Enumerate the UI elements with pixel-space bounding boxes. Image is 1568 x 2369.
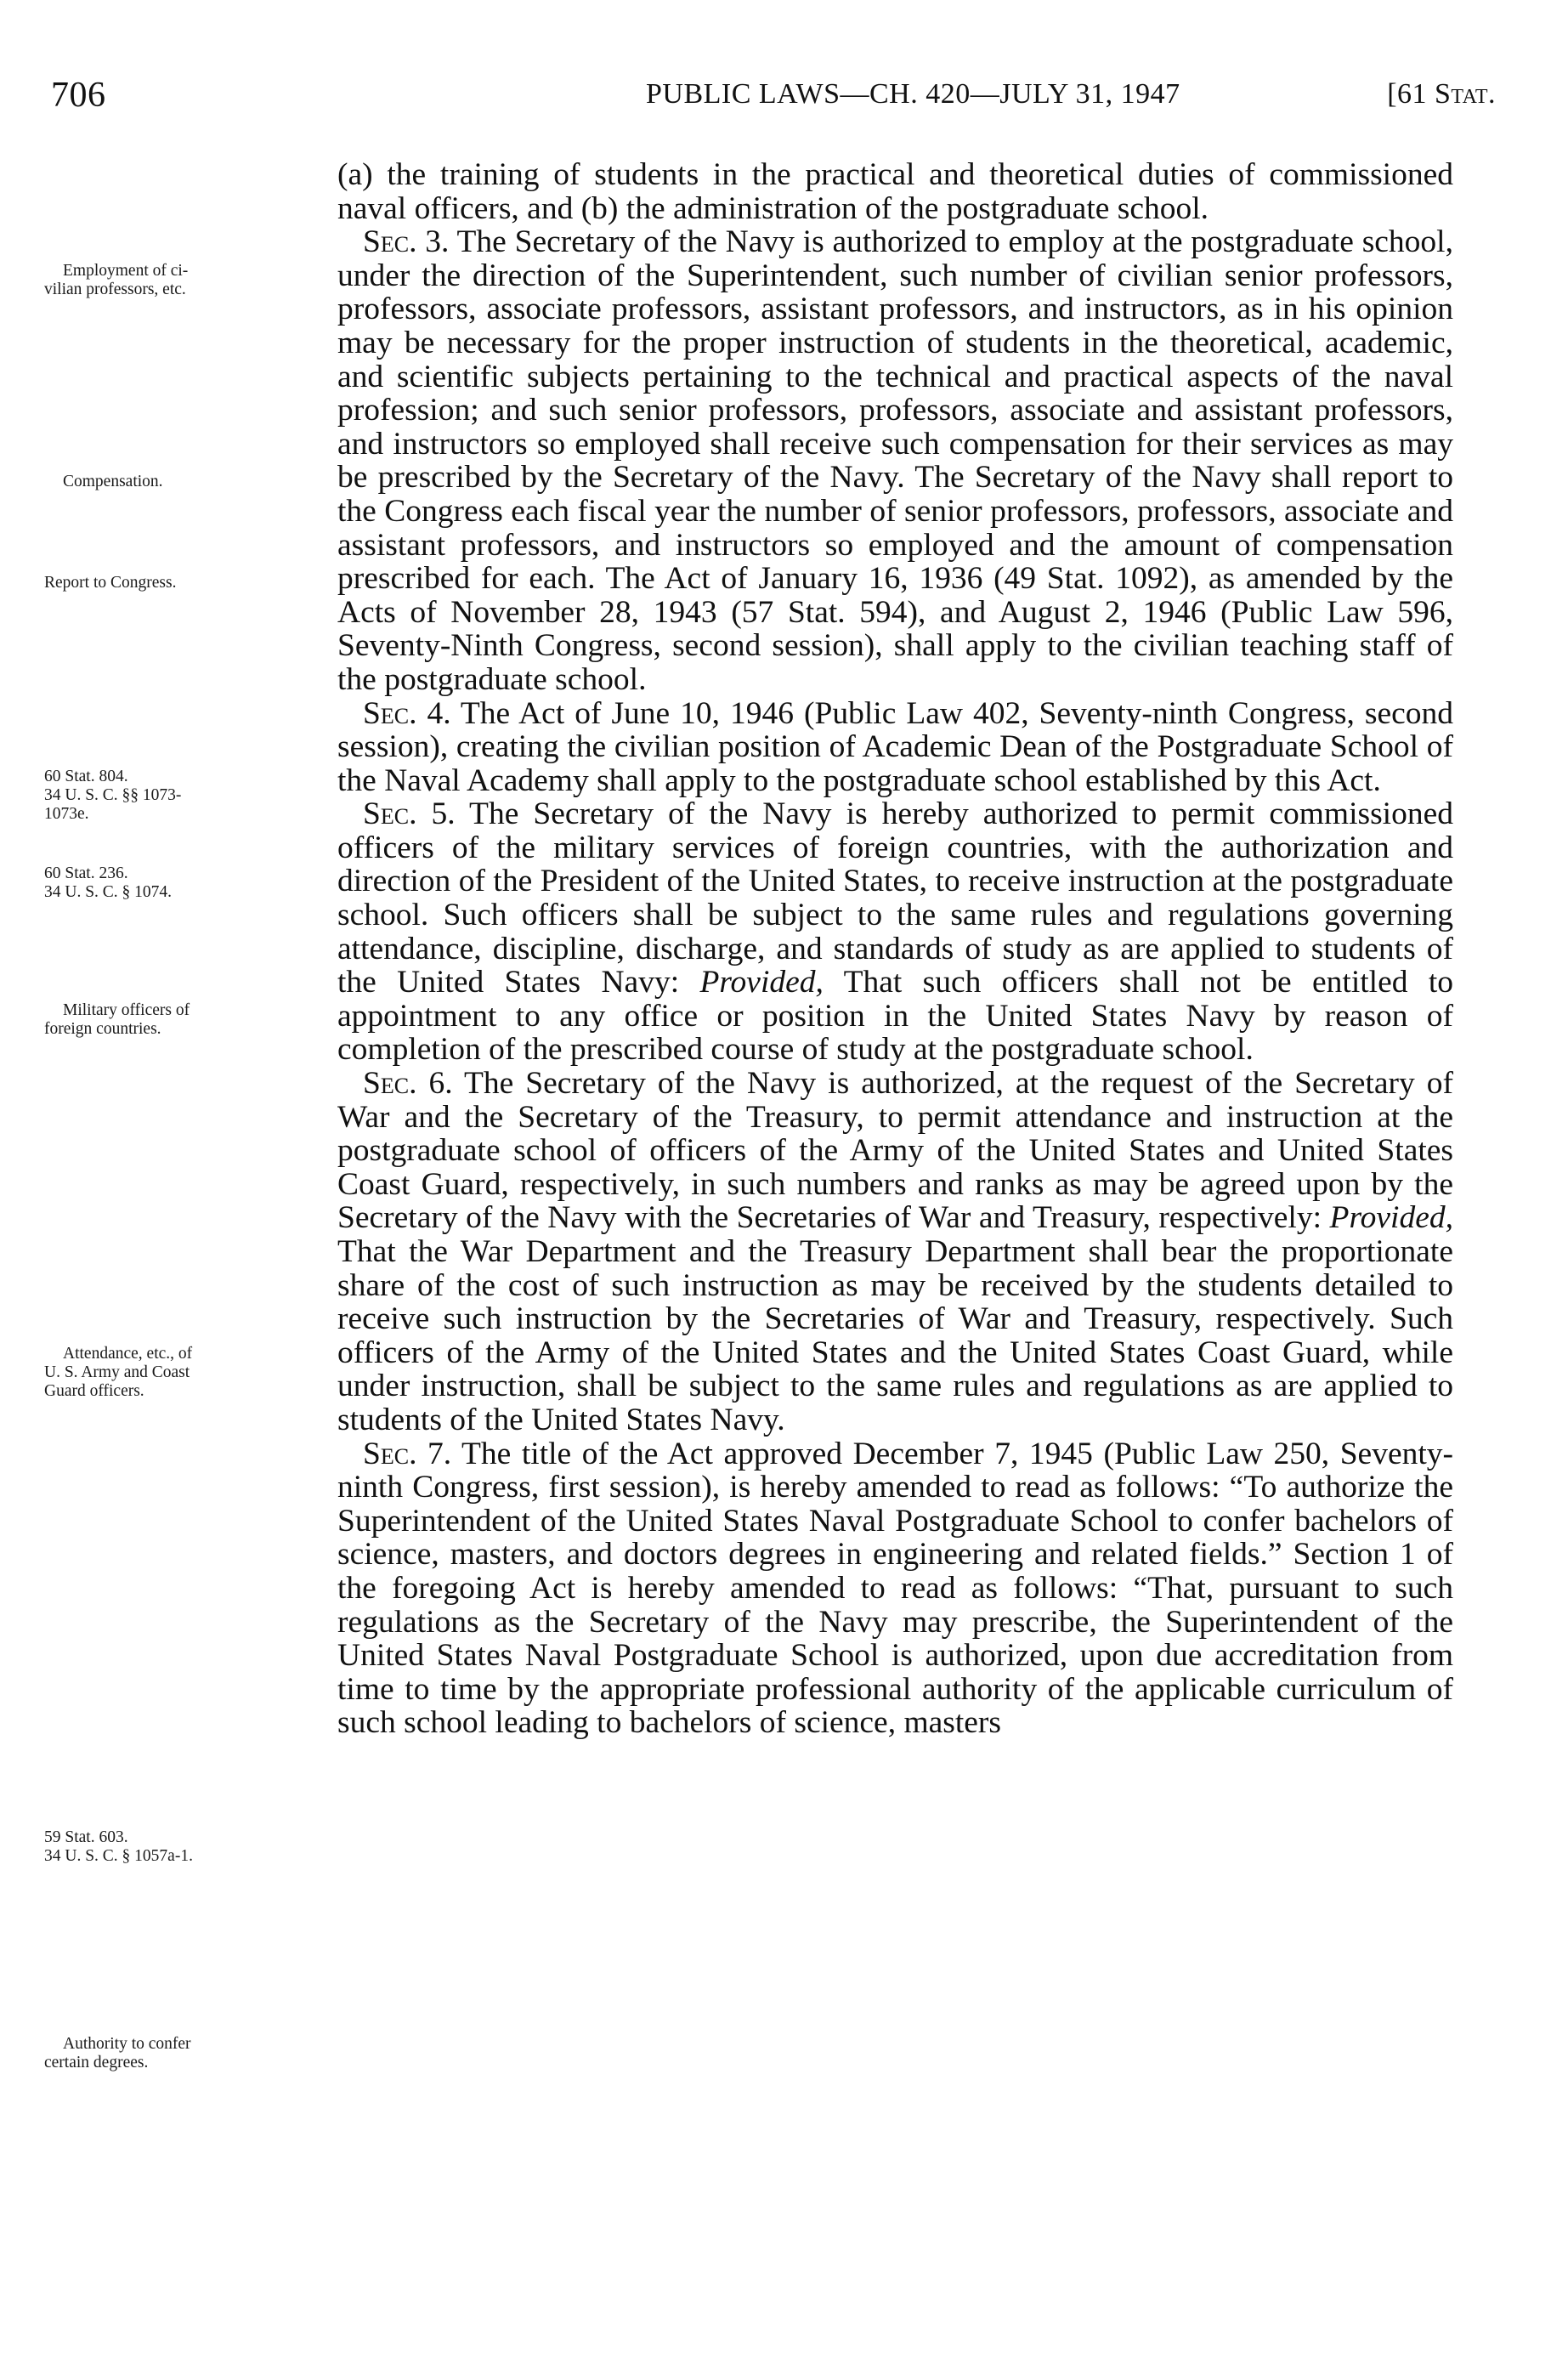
section-5-text-cont: That such officers shall not be entitled to appointment to any office or position in the United States Navy by reason of completion of the prescribed course of study at the postgraduate school. [337, 965, 1453, 1068]
paragraph-continued: (a) the training of students in the practical and theoretical duties of commissioned naval officers, and (b) the administration of the postgraduate school. [337, 157, 1453, 226]
margin-note-line: 60 Stat. 236. [44, 864, 128, 882]
statute-ref-prefix: [61 [1387, 78, 1435, 110]
margin-note-line: Employment of ci- [63, 262, 189, 280]
margin-note-line: U. S. Army and Coast [44, 1363, 190, 1381]
margin-note-stat-603 [44, 1828, 312, 1866]
margin-note-stat-804 [44, 768, 312, 824]
margin-note-attendance [44, 1345, 312, 1401]
margin-note-line: vilian professors, etc. [44, 281, 186, 298]
margin-note-line: 1073e. [44, 805, 89, 823]
margin-note-line: Report to Congress. [44, 574, 177, 592]
margin-note-line: Compensation. [63, 473, 163, 490]
statute-body [337, 158, 1453, 1740]
margin-note-military [44, 1001, 312, 1039]
section-7-text: The title of the Act approved December 7, 1945 (Public Law 250, Seventy-ninth Congress, first session), is hereby amended to read as follows: “To authorize the Superintendent of the United States Naval Postgraduate School to confer bachelors of science, masters, and doctors degrees in engineering and related fields.” Section 1 of the foregoing Act is hereby amended to read as follows: “That, pursuant to such regulations as the Secretary of the Navy may prescribe, the Superintendent of the United States Naval Postgraduate School is authorized, upon due accreditation from time to time by the appropriate professional authority of the applicable curriculum of such school leading to bachelors of science, masters [337, 1436, 1453, 1741]
section-4-label: Sec. 4. [363, 695, 451, 731]
margin-note-line: 59 Stat. 603. [44, 1828, 128, 1846]
margin-note-line: 60 Stat. 804. [44, 768, 128, 785]
margin-note-line: certain degrees. [44, 2054, 149, 2071]
section-4-text: The Act of June 10, 1946 (Public Law 402, Seventy-ninth Congress, second session), creating the civilian position of Academic Dean of the Postgraduate School of the Naval Academy shall apply to the postgraduate school established by this Act. [337, 695, 1453, 798]
section-5-text: The Secretary of the Navy is hereby authorized to permit commissioned officers of the military services of foreign countries, with the authorization and direction of the President of the United States, to receive instruction at the postgraduate school. Such officers shall be subject to the same rules and regulations governing attendance, discipline, discharge, and standards of study as are applied to students of the United States Navy: [337, 796, 1453, 1000]
section-7 [337, 1437, 1453, 1740]
statute-reference [1387, 78, 1496, 111]
section-5 [337, 797, 1453, 1067]
section-6-text: The Secretary of the Navy is authorized, at the request of the Secretary of War and the Secretary of the Treasury, to permit attendance and instruction at the postgraduate school of officers of the Army of the United States and United States Coast Guard, respectively, in such numbers and ranks as may be agreed upon by the Secretary of the Navy with the Secretaries of War and Treasury, respectively: [337, 1066, 1453, 1236]
margin-note-authority [44, 2035, 312, 2072]
section-6-proviso: Provided, [1329, 1200, 1453, 1236]
section-5-proviso: Provided, [699, 965, 824, 1000]
margin-note-line: Authority to confer [63, 2035, 191, 2053]
section-3-text: The Secretary of the Navy is authorized to employ at the postgraduate school, under the direction of the Superintendent, such number of civilian senior professors, professors, associate professors, assistant professors, and instructors, as in his opinion may be necessary for the proper instruction of students in the theoretical, academic, and scientific subjects pertaining to the technical and practical aspects of the naval profession; and such senior professors, professors, associate and assistant professors, and instructors so employed shall receive such compensation for their services as may be prescribed by the Secretary of the Navy. The Secretary of the Navy shall report to the Congress each fiscal year the number of senior professors, professors, associate and assistant professors, and instructors so employed and the amount of compensation prescribed for each. The Act of January 16, 1936 (49 Stat. 1092), as amended by the Acts of November 28, 1943 (57 Stat. 594), and August 2, 1946 (Public Law 596, Seventy-Ninth Congress, second session), shall apply to the civilian teaching staff of the postgraduate school. [337, 224, 1453, 697]
margin-note-line: 34 U. S. C. § 1057a-1. [44, 1847, 193, 1865]
section-3 [337, 225, 1453, 696]
section-6-label: Sec. 6. [363, 1066, 453, 1102]
margin-note-line: Guard officers. [44, 1382, 144, 1400]
section-3-label: Sec. 3. [363, 224, 450, 260]
section-5-label: Sec. 5. [363, 796, 456, 832]
section-6 [337, 1067, 1453, 1437]
margin-note-line: foreign countries. [44, 1020, 161, 1038]
margin-note-compensation [44, 473, 312, 491]
margin-note-line: Military officers of [63, 1001, 190, 1019]
statute-ref-abbrev: Stat. [1435, 78, 1496, 110]
margin-note-line: 34 U. S. C. §§ 1073- [44, 786, 182, 804]
section-7-label: Sec. 7. [363, 1436, 452, 1471]
margin-note-report [44, 574, 312, 592]
section-4 [337, 697, 1453, 798]
margin-note-line: Attendance, etc., of [63, 1345, 193, 1363]
page-number: 706 [51, 76, 106, 115]
page-header [51, 75, 1496, 126]
margin-note-stat-236 [44, 864, 312, 902]
section-6-text-cont: That the War Department and the Treasury Department shall bear the proportionate share of the cost of such instruction as may be received by the students detailed to receive such instruction by the Secretaries of War and Treasury, respectively. Such officers of the Army of the United States and the United States Coast Guard, while under instruction, shall be subject to the same rules and regulations as are applied to students of the United States Navy. [337, 1234, 1453, 1437]
running-title: PUBLIC LAWS—CH. 420—JULY 31, 1947 [646, 78, 1180, 110]
margin-note-employment [44, 262, 312, 299]
margin-note-line: 34 U. S. C. § 1074. [44, 883, 173, 901]
